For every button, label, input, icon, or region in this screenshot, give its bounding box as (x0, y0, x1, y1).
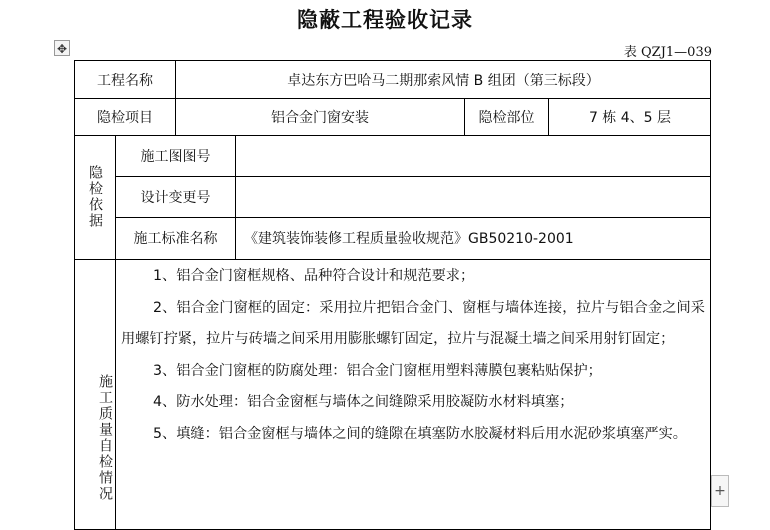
design-change-label: 设计变更号 (140, 189, 211, 206)
table-move-handle-icon[interactable]: ✥ (54, 40, 70, 56)
add-row-button[interactable]: + (711, 475, 729, 507)
row-divider (75, 259, 711, 260)
standard-name-value: 《建筑装饰装修工程质量验收规范》GB50210-2001 (244, 231, 574, 247)
drawing-number-value (236, 135, 711, 176)
inspection-item-value: 铝合金门窗安装 (271, 109, 369, 126)
self-check-item: 5、填缝：铝合金窗框与墙体之间的缝隙在填塞防水胶凝材料后用水泥砂浆填塞严实。 (153, 425, 687, 442)
inspection-location-value: 7 栋 4、5 层 (588, 109, 672, 126)
project-name-label: 工程名称 (97, 72, 153, 89)
basis-group-label: 隐检依据 (87, 165, 103, 229)
self-check-item: 3、铝合金门窗框的防腐处理：铝合金门窗框用塑料薄膜包裹粘贴保护； (153, 362, 602, 379)
inspection-item-label: 隐检项目 (97, 109, 153, 126)
inspection-form-table (74, 60, 711, 530)
self-check-item: 1、铝合金门窗框规格、品种符合设计和规范要求； (153, 268, 475, 284)
self-check-group-label: 施工质量自检情况 (97, 373, 113, 502)
standard-name-label: 施工标准名称 (133, 231, 218, 247)
self-check-content (115, 261, 711, 450)
project-name-value: 卓达东方巴哈马二期那索风情 B 组团（第三标段） (287, 72, 600, 89)
self-check-item: 4、防水处理：铝合金窗框与墙体之间缝隙采用胶凝防水材料填塞； (153, 394, 574, 410)
table-code: 表 QZJ1—039 (623, 45, 712, 60)
drawing-number-label: 施工图图号 (140, 148, 211, 165)
inspection-location-label: 隐检部位 (478, 109, 535, 126)
design-change-value (236, 176, 711, 217)
self-check-item: 2、铝合金门窗框的固定：采用拉片把铝合金门、窗框与墙体连接，拉片与铝合金之间采用螺钉拧紧，拉片与砖墙之间采用用膨胀螺钉固定，拉片与混凝土墙之间采用射钉固定； (121, 299, 705, 347)
document-title: 隐蔽工程验收记录 (297, 8, 473, 32)
